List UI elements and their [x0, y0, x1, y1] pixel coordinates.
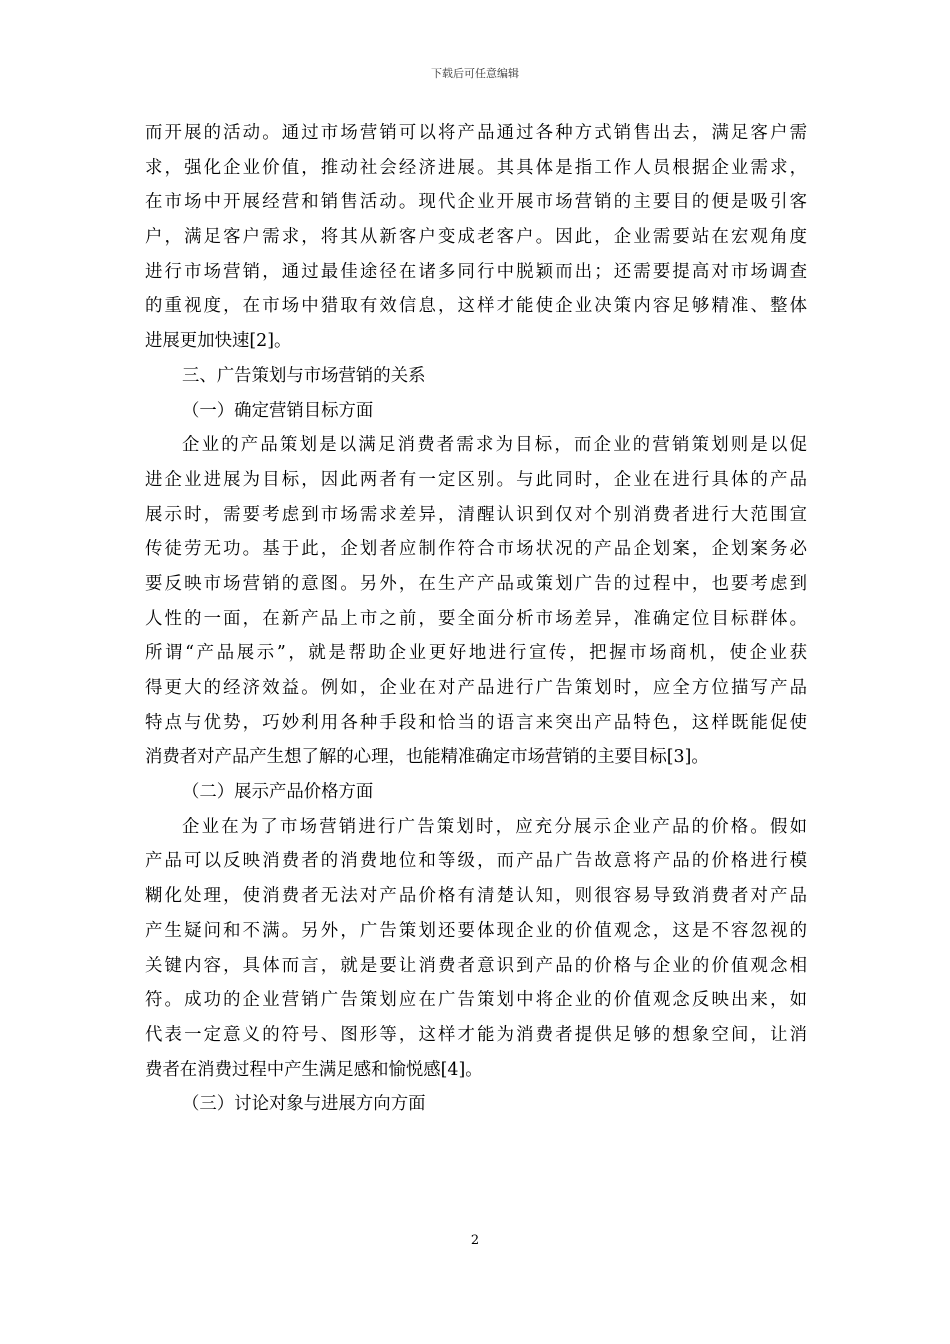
- text-line: 人性的一面，在新产品上市之前，要全面分析市场差异，准确定位目标群体。: [145, 608, 807, 629]
- text-line: 而开展的活动。通过市场营销可以将产品通过各种方式销售出去，满足客户需: [145, 123, 807, 143]
- section-heading: 三、广告策划与市场营销的关系: [182, 365, 426, 386]
- paragraph-first-line: 企业在为了市场营销进行广告策划时，应充分展示企业产品的价格。假如: [182, 816, 807, 837]
- subsection-heading: （二）展示产品价格方面: [182, 782, 374, 803]
- text-line: 进展更加快速[2]。: [145, 331, 292, 352]
- text-line: 特点与优势，巧妙利用各种手段和恰当的语言来突出产品特色，这样既能促使: [145, 712, 807, 733]
- document-body: [145, 116, 807, 1122]
- text-line: 糊化处理，使消费者无法对产品价格有清楚认知，则很容易导致消费者对产品: [145, 886, 807, 907]
- text-line: 展示时，需要考虑到市场需求差异，清醒认识到仅对个别消费者进行大范围宣: [145, 504, 807, 525]
- page-number: 2: [470, 1233, 480, 1248]
- text-line: 产生疑问和不满。另外，广告策划还要体现企业的价值观念，这是不容忽视的: [145, 920, 807, 941]
- text-line: 户，满足客户需求，将其从新客户变成老客户。因此，企业需要站在宏观角度: [145, 227, 807, 248]
- text-line: 费者在消费过程中产生满足感和愉悦感[4]。: [145, 1059, 483, 1080]
- text-line: 进行市场营销，通过最佳途径在诸多同行中脱颖而出；还需要提高对市场调查: [145, 261, 807, 282]
- text-line: 所谓“产品展示”，就是帮助企业更好地进行宣传，把握市场商机，使企业获: [145, 643, 807, 664]
- text-line: 传徒劳无功。基于此，企划者应制作符合市场状况的产品企划案，企划案务必: [145, 539, 807, 560]
- text-line: 求，强化企业价值，推动社会经济进展。其具体是指工作人员根据企业需求，: [145, 157, 807, 178]
- subsection-heading: （一）确定营销目标方面: [182, 400, 374, 421]
- text-line: 符。成功的企业营销广告策划应在广告策划中将企业的价值观念反映出来，如: [145, 990, 807, 1011]
- text-line: 要反映市场营销的意图。另外，在生产产品或策划广告的过程中，也要考虑到: [145, 573, 807, 594]
- text-line: 产品可以反映消费者的消费地位和等级，而产品广告故意将产品的价格进行模: [145, 851, 807, 872]
- page-header: 下载后可任意编辑: [431, 67, 519, 80]
- text-line: 在市场中开展经营和销售活动。现代企业开展市场营销的主要目的便是吸引客: [145, 192, 807, 213]
- text-line: 得更大的经济效益。例如，企业在对产品进行广告策划时，应全方位描写产品: [145, 678, 807, 698]
- text-line: 的重视度，在市场中猎取有效信息，这样才能使企业决策内容足够精准、整体: [145, 296, 807, 317]
- text-line: 关键内容，具体而言，就是要让消费者意识到产品的价格与企业的价值观念相: [145, 955, 807, 976]
- subsection-heading: （三）讨论对象与进展方向方面: [182, 1094, 426, 1115]
- text-line: 消费者对产品产生想了解的心理，也能精准确定市场营销的主要目标[3]。: [145, 747, 709, 768]
- text-line: 进企业进展为目标，因此两者有一定区别。与此同时，企业在进行具体的产品: [145, 469, 807, 490]
- paragraph-first-line: 企业的产品策划是以满足消费者需求为目标，而企业的营销策划则是以促: [182, 435, 807, 456]
- text-line: 代表一定意义的符号、图形等，这样才能为消费者提供足够的想象空间，让消: [145, 1024, 807, 1045]
